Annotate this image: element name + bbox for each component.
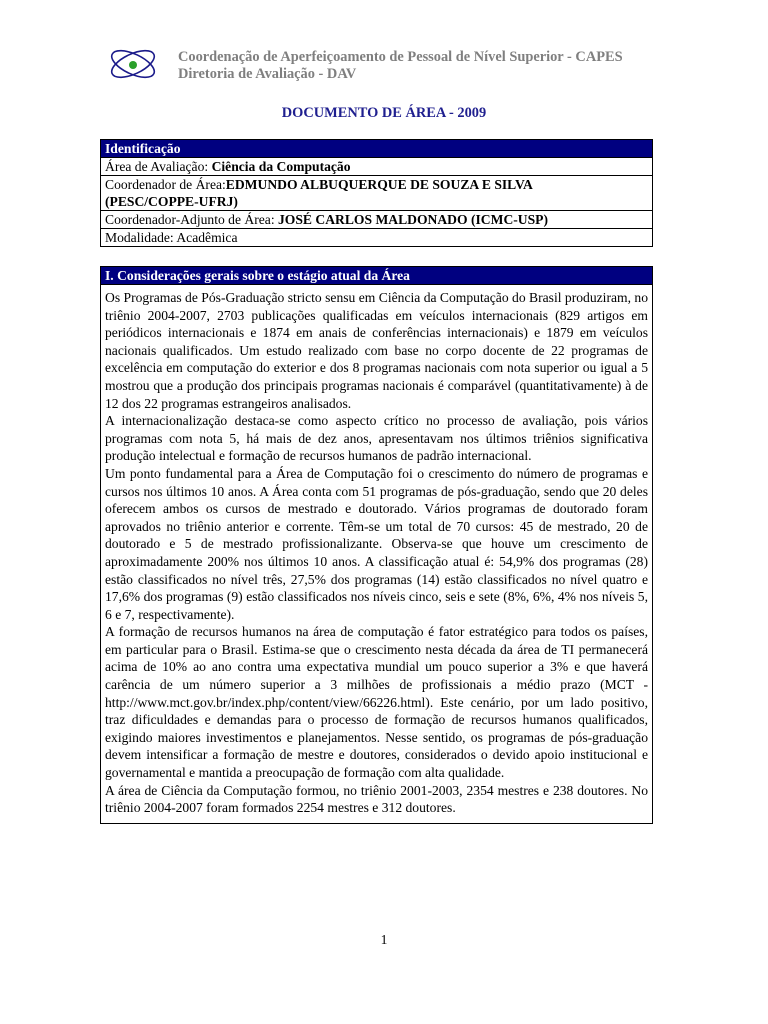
paragraph: A formação de recursos humanos na área de computação é fator estratégico para todos os países, em particular para o Brasil. Estima-se que o crescimento nesta década da área de TI permanecerá acima de 10% ao ano contra uma expectativa mundial um pouco superior a 3% e que haverá carência de um número superior a 3 milhões de profissionais a médio prazo (MCT - http://www.mct.gov.br/index.php/content/view/66226.html). Este cenário, por um lado positivo, traz dificuldades e demandas para o processo de formação de recursos humanos qualificados, exigindo maiores investimentos e planejamentos. Nesse sentido, os programas de pós-graduação devem intensificar a formação de mestre e doutores, considerados o devido apoio institucional e governamental e mantida a preocupação de formação com alta qualidade. — [105, 624, 648, 781]
area-label: Área de Avaliação: — [105, 159, 212, 174]
coordinator-affiliation: (PESC/COPPE-UFRJ) — [105, 194, 238, 209]
coordinator-row — [101, 175, 652, 210]
modality-row: Modalidade: Acadêmica — [101, 228, 652, 246]
area-row — [101, 157, 652, 175]
header-line-2: Diretoria de Avaliação - DAV — [178, 66, 357, 82]
header-line-1: Coordenação de Aperfeiçoamento de Pessoal de Nível Superior - CAPES — [178, 49, 623, 65]
paragraph: A área de Ciência da Computação formou, no triênio 2001-2003, 2354 mestres e 238 doutores. No triênio 2004-2007 foram formados 2254 mestres e 312 doutores. — [105, 782, 648, 816]
considerations-heading: I. Considerações gerais sobre o estágio atual da Área — [101, 267, 652, 284]
capes-logo — [107, 42, 159, 84]
area-value: Ciência da Computação — [211, 159, 351, 174]
identification-heading: Identificação — [101, 140, 652, 157]
document-title: DOCUMENTO DE ÁREA - 2009 — [281, 105, 487, 121]
paragraph: Um ponto fundamental para a Área de Computação foi o crescimento do número de programas e cursos nos últimos 10 anos. A Área conta com 51 programas de pós-graduação, sendo que 20 deles oferecem ambos os cursos de mestrado e doutorado. Vários programas de doutorado foram aprovados no triênio anterior e corrente. Têm-se um total de 70 cursos: 45 de mestrado, 20 de doutorado e 5 de mestrado profissionalizante. Observa-se que houve um crescimento de aproximadamente 200% nos últimos 10 anos. A classificação atual é: 54,9% dos programas (28) estão classificados no nível três, 27,5% dos programas (14) estão classificados no nível quatro e 17,6% dos programas (9) estão classificados nos níveis cinco, seis e sete (8%, 6%, 4% nos níveis 5, 6 e 7, respectivamente). — [105, 465, 648, 622]
coordinator-label: Coordenador de Área: — [105, 177, 226, 192]
paragraph: A internacionalização destaca-se como aspecto crítico no processo de avaliação, pois vários programas com nota 5, há mais de dez anos, apresentavam nos últimos triênios significativa produção intelectual e formação de recursos humanos de padrão internacional. — [105, 413, 648, 464]
coordinator-name: EDMUNDO ALBUQUERQUE DE SOUZA E SILVA — [225, 177, 533, 192]
considerations-body — [101, 284, 652, 823]
adjunct-coordinator-row — [101, 210, 652, 228]
page-number: 1 — [380, 932, 388, 947]
adjunct-label: Coordenador-Adjunto de Área: — [105, 212, 278, 227]
identification-table — [100, 139, 653, 247]
paragraph: Os Programas de Pós-Graduação stricto sensu em Ciência da Computação do Brasil produziram, no triênio 2004-2007, 2703 publicações qualificadas em veículos internacionais (829 artigos em periódicos internacionais e 1874 em anais de conferências internacionais) e 1879 em veículos nacionais qualificados. Um estudo realizado com base no corpo docente de 22 programas de excelência em computação do exterior e dos 8 programas nacionais com nota superior ou igual a 5 mostrou que a produção dos principais programas nacionais é comparável (quantitativamente) à de 12 dos 22 programas estrangeiros analisados. — [105, 290, 648, 411]
adjunct-value: JOSÉ CARLOS MALDONADO (ICMC-USP) — [278, 212, 548, 227]
institution-header — [178, 49, 623, 83]
general-considerations-section — [100, 266, 653, 824]
